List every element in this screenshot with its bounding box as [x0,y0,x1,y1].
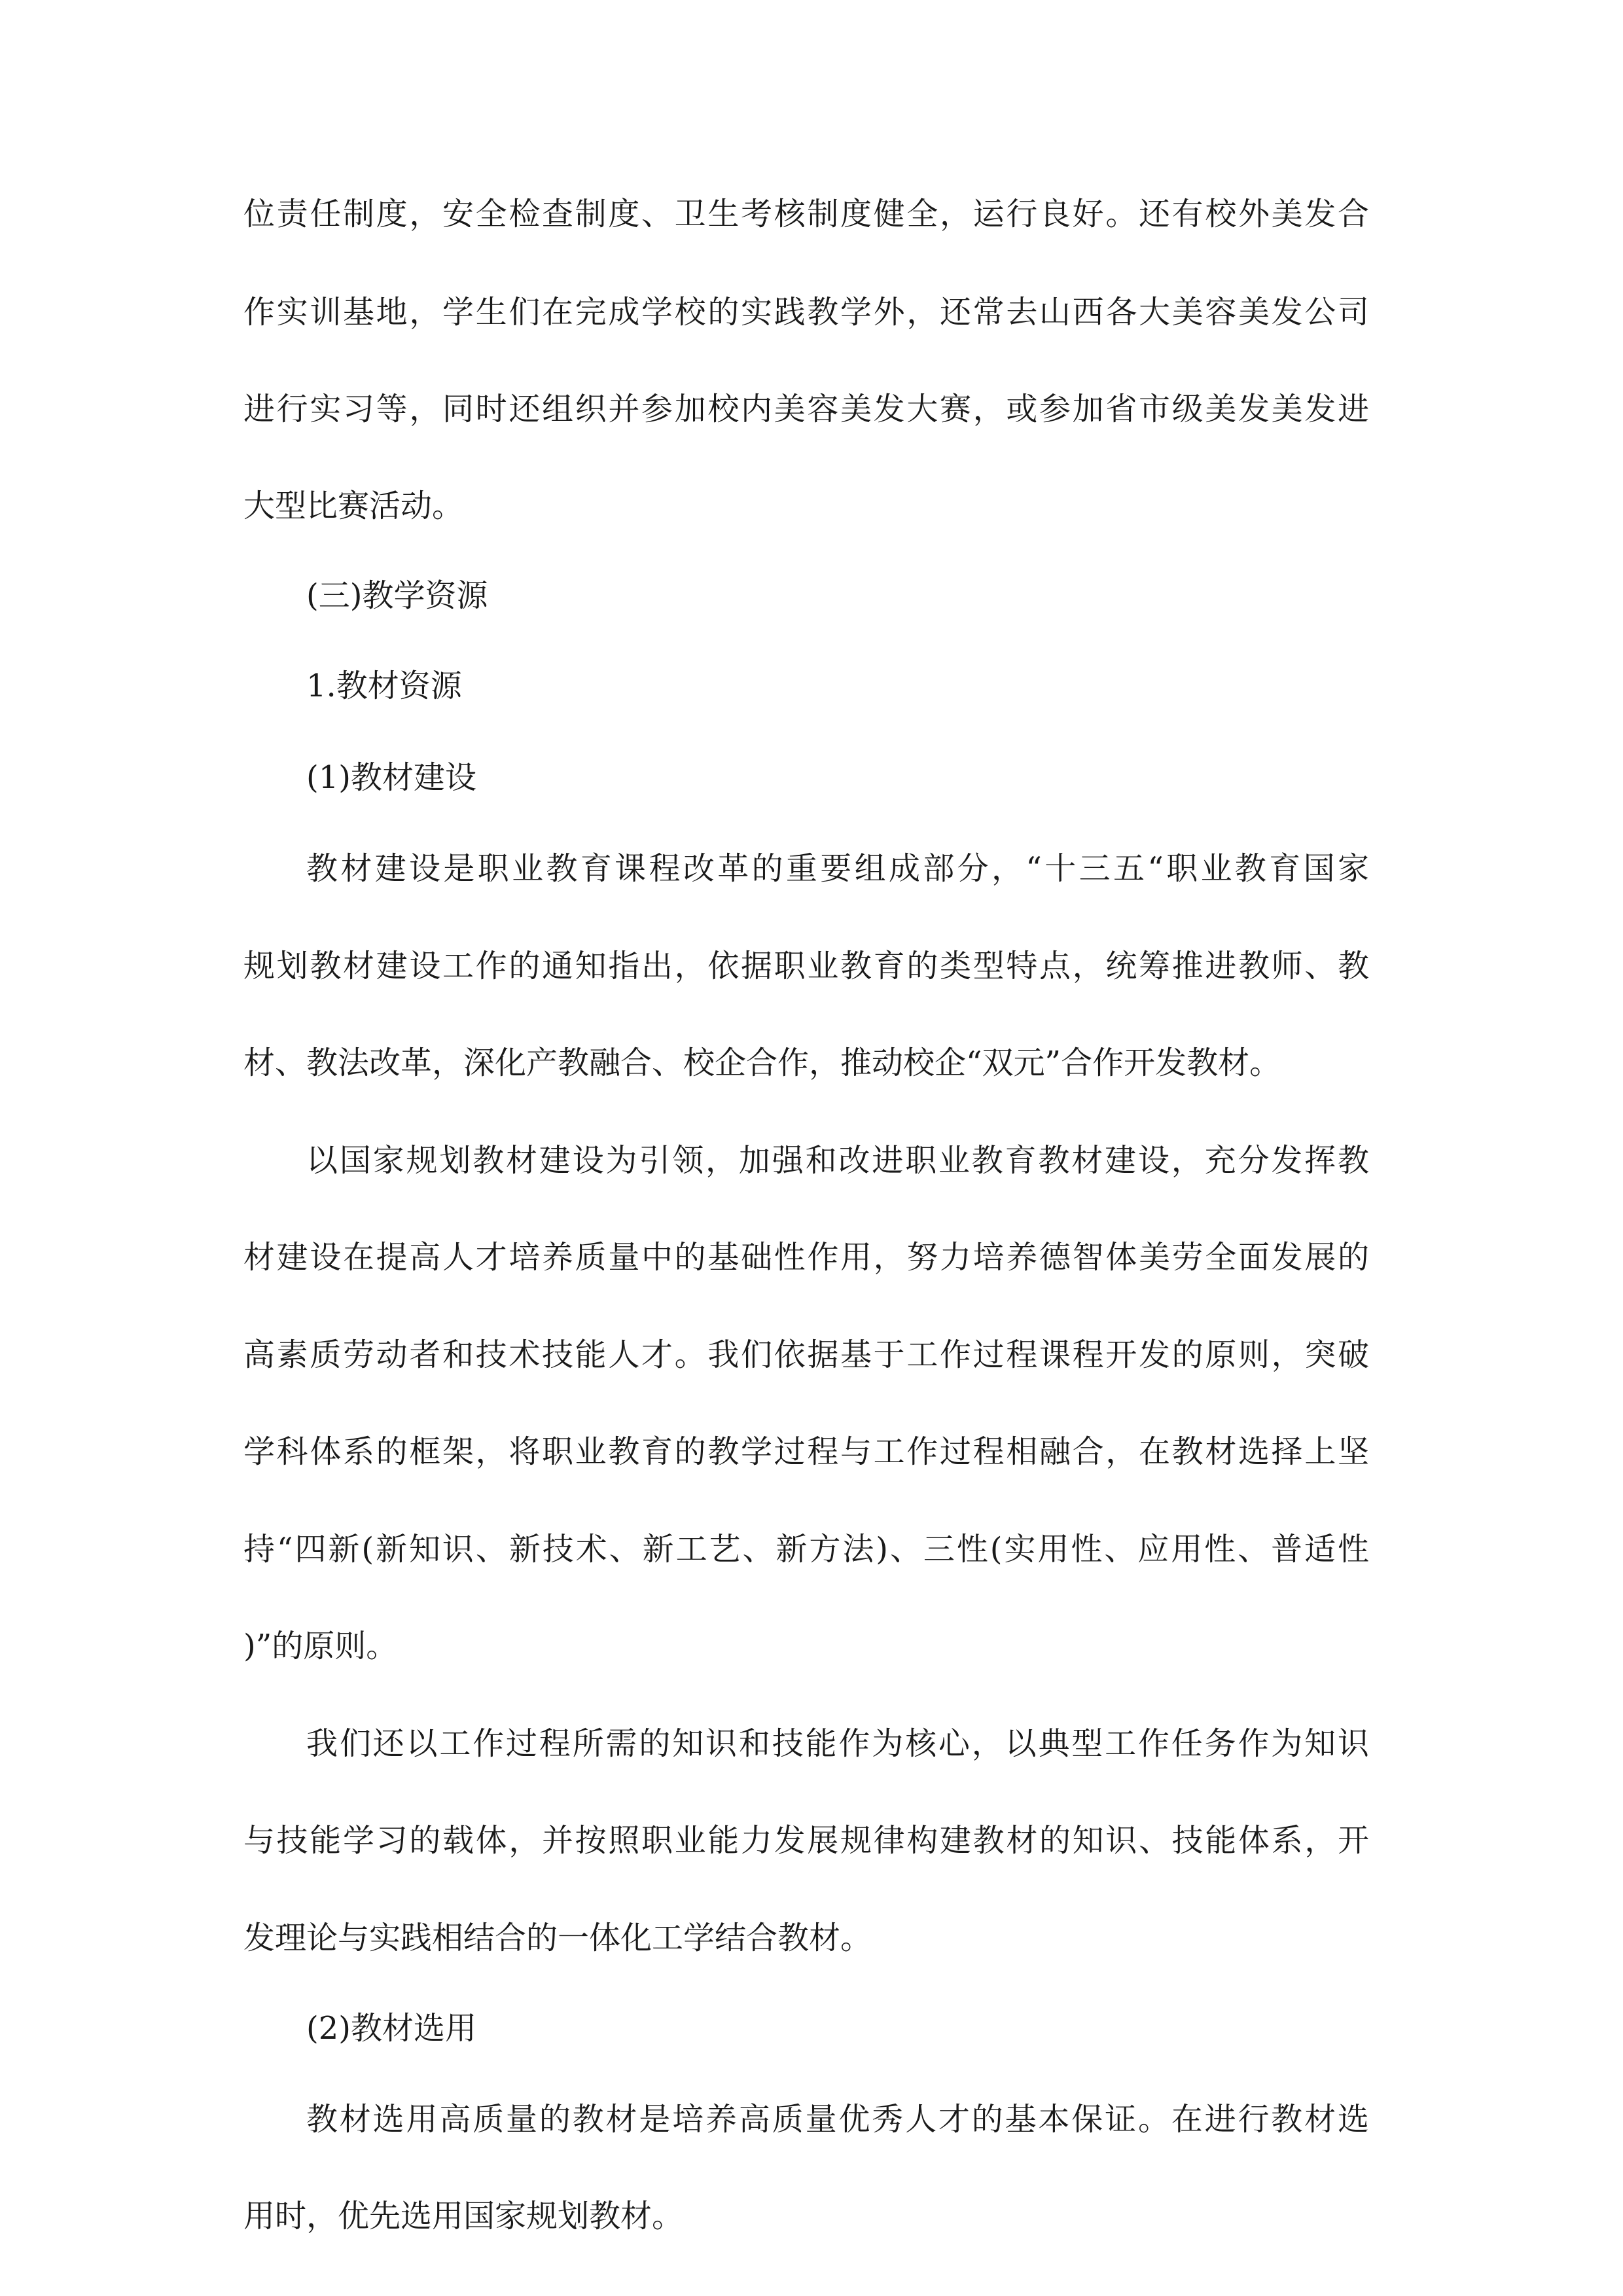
text-line: 与技能学习的载体，并按照职业能力发展规律构建教材的知识、技能体系，开 [243,1822,1369,1859]
text-line: )”的原则。 [243,1628,398,1664]
text-line: 高素质劳动者和技术技能人才。我们依据基于工作过程课程开发的原则，突破 [243,1336,1369,1373]
text-line: 规划教材建设工作的通知指出，依据职业教育的类型特点，统筹推进教师、教 [243,948,1369,984]
subsubsection-heading: (1)教材建设 [306,759,476,796]
subsubsection-heading: (2)教材选用 [306,2010,476,2047]
text-line: 位责任制度，安全检查制度、卫生考核制度健全，运行良好。还有校外美发合 [243,196,1369,232]
subsection-heading: 1.教材资源 [306,668,462,704]
text-line: 持“四新(新知识、新技术、新工艺、新方法)、三性(实用性、应用性、普适性 [243,1531,1369,1568]
text-line: 以国家规划教材建设为引领，加强和改进职业教育教材建设，充分发挥教 [306,1142,1369,1179]
text-line: 大型比赛活动。 [243,488,464,524]
text-line: 材建设在提高人才培养质量中的基础性作用，努力培养德智体美劳全面发展的 [243,1239,1369,1276]
text-line: 教材选用高质量的教材是培养高质量优秀人才的基本保证。在进行教材选 [306,2101,1369,2138]
section-heading: (三)教学资源 [306,577,488,614]
text-line: 材、教法改革，深化产教融合、校企合作，推动校企“双元”合作开发教材。 [243,1045,1281,1081]
text-line: 进行实习等，同时还组织并参加校内美容美发大赛，或参加省市级美发美发进 [243,391,1369,427]
text-line: 作实训基地，学生们在完成学校的实践教学外，还常去山西各大美容美发公司 [243,294,1369,331]
text-line: 教材建设是职业教育课程改革的重要组成部分，“十三五“职业教育国家 [306,850,1369,887]
text-line: 学科体系的框架，将职业教育的教学过程与工作过程相融合，在教材选择上坚 [243,1433,1369,1470]
text-line: 用时，优先选用国家规划教材。 [243,2198,684,2234]
text-line: 发理论与实践相结合的一体化工学结合教材。 [243,1920,872,1956]
text-line: 我们还以工作过程所需的知识和技能作为核心，以典型工作任务作为知识 [306,1725,1369,1762]
